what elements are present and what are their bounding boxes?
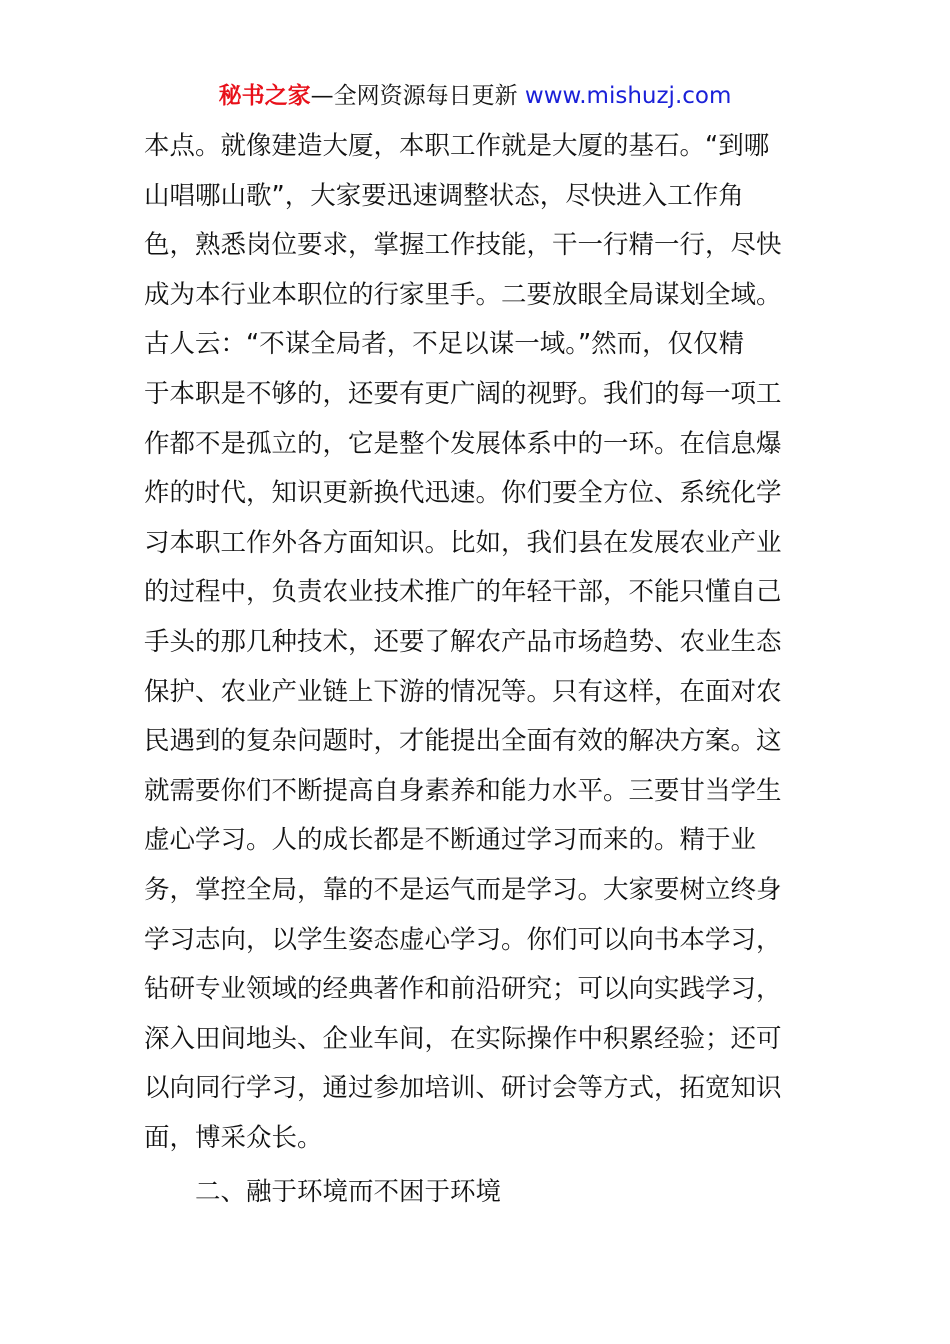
text-line: 成为本行业本职位的行家里手。二要放眼全局谋划全域。 [144, 279, 782, 310]
text-line: 习本职工作外各方面知识。比如，我们县在发展农业产业 [144, 527, 782, 558]
text-line: 深入田间地头、企业车间，在实际操作中积累经验；还可 [144, 1023, 782, 1054]
text-line: 虚心学习。人的成长都是不断通过学习而来的。精于业 [144, 825, 757, 856]
section-heading: 二、融于环境而不困于环境 [195, 1177, 502, 1207]
text-line: 本点。就像建造大厦，本职工作就是大厦的基石。“到哪 [144, 131, 770, 161]
text-line: 于本职是不够的，还要有更广阔的视野。我们的每一项工 [144, 378, 782, 409]
text-line: 手头的那几种技术，还要了解农产品市场趋势、农业生态 [144, 626, 782, 657]
site-url[interactable]: www.mishuzj.com [517, 83, 732, 109]
header-tagline: —全网资源每日更新 [310, 83, 518, 109]
text-line: 山唱哪山歌”，大家要迅速调整状态，尽快进入工作角 [144, 180, 744, 211]
text-line: 以向同行学习，通过参加培训、研讨会等方式，拓宽知识 [144, 1073, 782, 1104]
document-body [144, 122, 806, 1163]
text-line: 的过程中，负责农业技术推广的年轻干部，不能只懂自己 [144, 577, 782, 608]
brand-name: 秘书之家 [218, 83, 311, 109]
text-line: 务，掌控全局，靠的不是运气而是学习。大家要树立终身 [144, 874, 782, 905]
text-line: 就需要你们不断提高自身素养和能力水平。三要甘当学生 [144, 775, 782, 806]
text-line: 色，熟悉岗位要求，掌握工作技能，干一行精一行，尽快 [144, 230, 782, 261]
site-header [0, 80, 950, 112]
text-line: 炸的时代，知识更新换代迅速。你们要全方位、系统化学 [144, 478, 782, 509]
text-line: 面，博采众长。 [144, 1122, 323, 1153]
text-line: 钻研专业领域的经典著作和前沿研究；可以向实践学习， [144, 974, 782, 1005]
text-line: 作都不是孤立的，它是整个发展体系中的一环。在信息爆 [144, 428, 782, 459]
text-line: 学习志向，以学生姿态虚心学习。你们可以向书本学习， [144, 924, 782, 955]
text-line: 民遇到的复杂问题时，才能提出全面有效的解决方案。这 [144, 726, 782, 757]
text-line: 古人云：“不谋全局者，不足以谋一域。”然而，仅仅精 [144, 329, 745, 360]
text-line: 保护、农业产业链上下游的情况等。只有这样，在面对农 [144, 676, 782, 707]
